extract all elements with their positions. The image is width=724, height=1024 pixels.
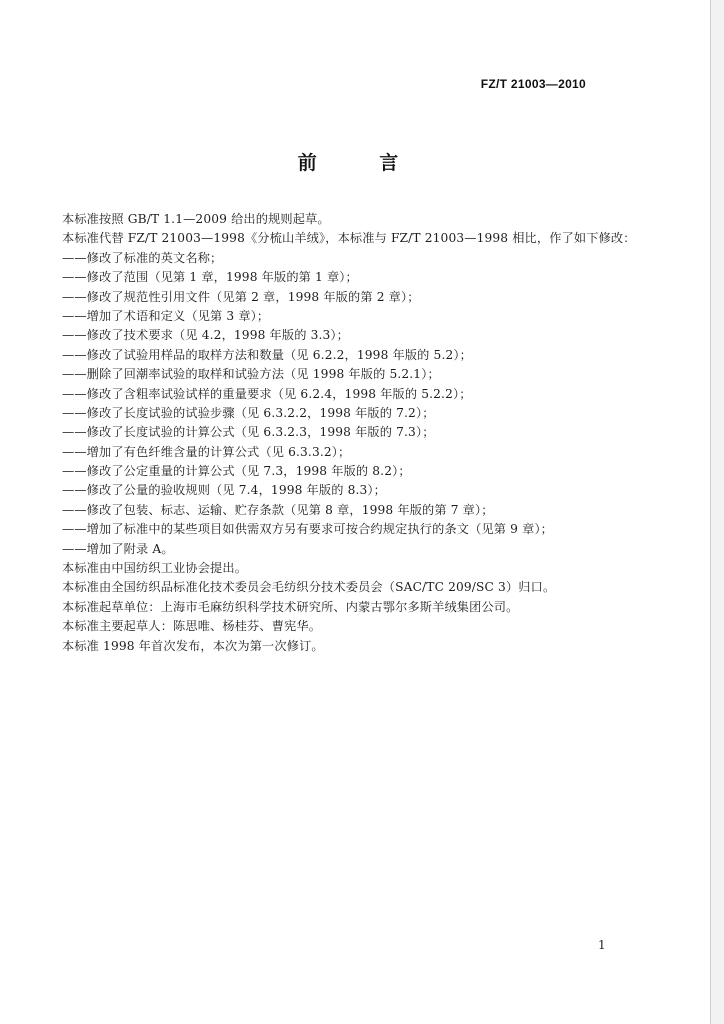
paragraph-replaces: 本标准代替 FZ/T 21003—1998《分梳山羊绒》，本标准与 FZ/T 21003—1998 相比，作了如下修改： (62, 231, 636, 246)
change-item: ——删除了回潮率试验的取样和试验方法（见 1998 年版的 5.2.1）； (62, 367, 440, 382)
standard-code: FZ/T 21003—2010 (480, 77, 586, 91)
paragraph-proposed-by: 本标准由中国纺织工业协会提出。 (62, 561, 248, 576)
change-item: ——修改了范围（见第 1 章，1998 年版的第 1 章）； (62, 270, 358, 285)
change-item: ——修改了试验用样品的取样方法和数量（见 6.2.2，1998 年版的 5.2）； (62, 347, 472, 362)
paragraph-drafting-units: 本标准起草单位：上海市毛麻纺织科学技术研究所、内蒙古鄂尔多斯羊绒集团公司。 (62, 599, 519, 614)
change-item: ——增加了标准中的某些项目如供需双方另有要求可按合约规定执行的条文（见第 9 章）； (62, 522, 554, 537)
page-title: 前 言 (297, 152, 427, 174)
change-item: ——修改了技术要求（见 4.2，1998 年版的 3.3）； (62, 328, 349, 343)
paragraph-drafters: 本标准主要起草人：陈思唯、杨桂芬、曹宪华。 (62, 619, 322, 634)
change-item: ——修改了公定重量的计算公式（见 7.3，1998 年版的 8.2）； (62, 464, 411, 479)
change-item: ——修改了包装、标志、运输、贮存条款（见第 8 章，1998 年版的第 7 章）； (62, 502, 494, 517)
paragraph-governed-by: 本标准由全国纺织品标准化技术委员会毛纺织分技术委员会（SAC/TC 209/SC 3）归口。 (62, 580, 556, 595)
change-item: ——修改了长度试验的计算公式（见 6.3.2.3，1998 年版的 7.3）； (62, 425, 435, 440)
change-item: ——修改了规范性引用文件（见第 2 章，1998 年版的第 2 章）； (62, 289, 420, 304)
page-number: 1 (598, 938, 606, 952)
change-item: ——修改了含粗率试验试样的重量要求（见 6.2.4，1998 年版的 5.2.2）； (62, 386, 472, 401)
change-item: ——修改了公量的验收规则（见 7.4，1998 年版的 8.3）； (62, 483, 387, 498)
paragraph-drafting-rules: 本标准按照 GB/T 1.1—2009 给出的规则起草。 (62, 212, 330, 226)
scan-edge (710, 0, 724, 1024)
foreword-body (62, 210, 636, 656)
change-item: ——修改了长度试验的试验步骤（见 6.3.2.2，1998 年版的 7.2）； (62, 405, 435, 420)
change-item: ——增加了有色纤维含量的计算公式（见 6.3.3.2）； (62, 444, 351, 459)
change-item: ——增加了附录 A。 (62, 541, 174, 556)
change-item: ——增加了术语和定义（见第 3 章）； (62, 308, 270, 323)
change-item: ——修改了标准的英文名称； (62, 250, 223, 265)
paragraph-publication-history: 本标准 1998 年首次发布，本次为第一次修订。 (62, 638, 324, 653)
